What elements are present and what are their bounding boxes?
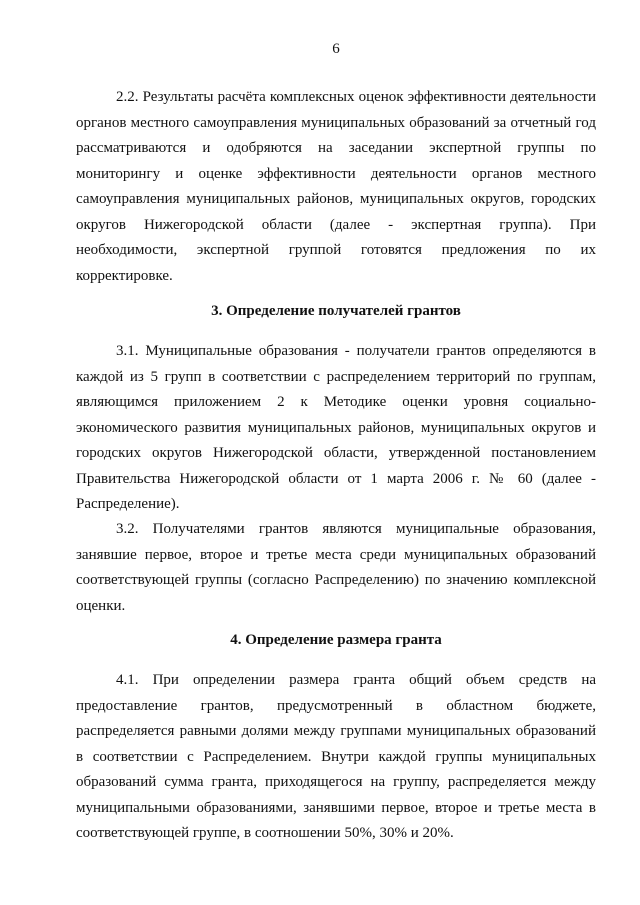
section-3-heading: 3. Определение получателей грантов [211, 303, 461, 319]
page-number: 6 [332, 41, 340, 57]
section-4-heading: 4. Определение размера гранта [230, 632, 442, 648]
paragraph-3-1: 3.1. Муниципальные образования - получатели грантов определяются в каждой из 5 групп в соответствии с распределением территорий по группам, являющимся приложением 2 к Методике оценки уровня социально-экономического развития муниципальных районов, муниципальных округов и городских округов Нижегородской области, утвержденной постановлением Правительства Нижегородской области от 1 марта 2006 г. № 60 (далее - Распределение). [76, 343, 596, 512]
paragraph-4-1: 4.1. При определении размера гранта общий объем средств на предоставление грантов, предусмотренный в областном бюджете, распределяется равными долями между группами муниципальных образований в соответствии с Распределением. Внутри каждой группы муниципальных образований сумма гранта, приходящегося на группу, распределяется между муниципальными образованиями, занявшими первое, второе и третье места в соответствующей группе, в соотношении 50%, 30% и 20%. [76, 672, 596, 841]
paragraph-3-2: 3.2. Получателями грантов являются муниципальные образования, занявшие первое, второе и третье места среди муниципальных образований соответствующей группы (согласно Распределению) по значению комплексной оценки. [76, 521, 596, 614]
paragraph-2-2: 2.2. Результаты расчёта комплексных оценок эффективности деятельности органов местного самоуправления муниципальных образований за отчетный год рассматриваются и одобряются на заседании экспертной группы по мониторингу и оценке эффективности деятельности органов местного самоуправления муниципальных районов, муниципальных округов, городских округов Нижегородской области (далее - экспертная группа). При необходимости, экспертной группой готовятся предложения по их корректировке. [76, 89, 596, 284]
